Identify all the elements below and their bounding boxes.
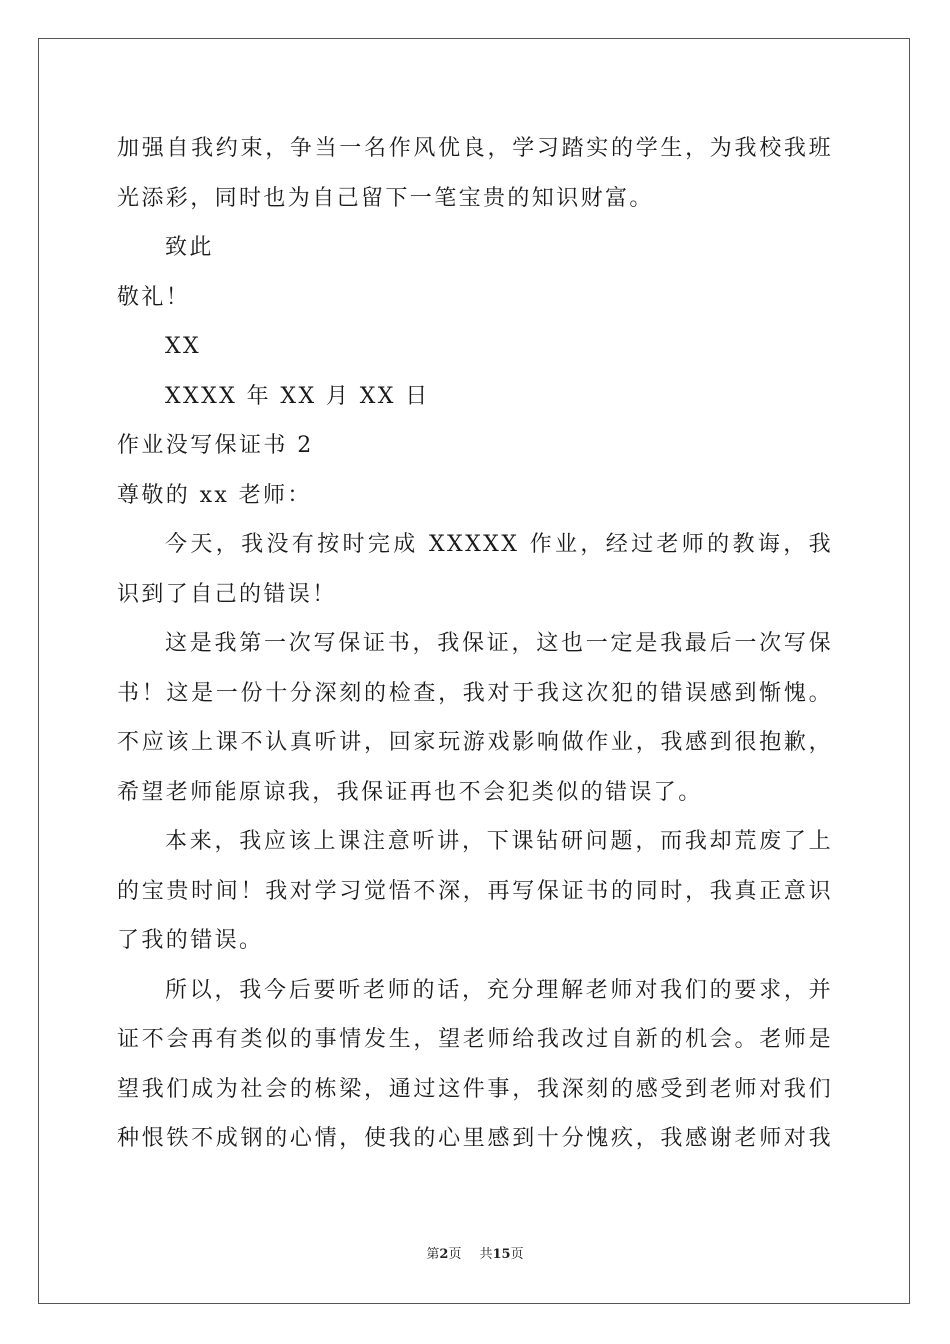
text-line: 识到了自己的错误！ [117,581,337,607]
text-line: 种恨铁不成钢的心情，使我的心里感到十分愧疚，我感谢老师对我 [117,1126,833,1151]
text-line: 了我的错误。 [117,928,264,953]
text-line: 希望老师能原谅我，我保证再也不会犯类似的错误了。 [117,779,703,805]
text-line: 这是我第一次写保证书，我保证，这也一定是我最后一次写保 [165,631,833,656]
text-line: 不应该上课不认真听讲，回家玩游戏影响做作业，我感到很抱歉， [117,730,833,755]
text-line: 书！这是一份十分深刻的检查，我对于我这次犯的错误感到惭愧。 [117,680,833,706]
text-line: 致此 [165,235,214,260]
text-line: 今天，我没有按时完成 XXXXX 作业，经过老师的教诲，我 [165,532,833,557]
text-line: 光添彩，同时也为自己留下一笔宝贵的知识财富。 [117,185,654,211]
total-page-count: 15 [492,1247,511,1262]
text-line: 的宝贵时间！我对学习觉悟不深，再写保证书的同时，我真正意识 [117,878,833,904]
text-line: 尊敬的 xx 老师： [117,482,312,508]
page-number-suffix: 页 [448,1247,462,1262]
text-line: XX [165,334,202,359]
total-pages-suffix: 页 [510,1247,524,1262]
text-line: 证不会再有类似的事情发生，望老师给我改过自新的机会。老师是 [117,1027,833,1052]
document-body [117,124,833,1164]
text-line: XXXX 年 XX 月 XX 日 [165,383,430,409]
text-line: 加强自我约束，争当一名作风优良，学习踏实的学生，为我校我班 [117,136,833,161]
total-pages-prefix: 共 [479,1247,493,1262]
text-line: 敬礼！ [117,284,191,310]
text-line: 本来，我应该上课注意听讲，下课钻研问题，而我却荒废了上 [165,829,833,854]
text-line: 望我们成为社会的栋梁，通过这件事，我深刻的感受到老师对我们 [117,1076,833,1102]
text-line: 作业没写保证书 2 [117,433,314,458]
page-footer [0,1246,950,1264]
current-page-number: 2 [439,1247,449,1262]
text-line: 所以，我今后要听老师的话，充分理解老师对我们的要求，并 [165,977,833,1003]
page-number-prefix: 第 [426,1247,440,1262]
